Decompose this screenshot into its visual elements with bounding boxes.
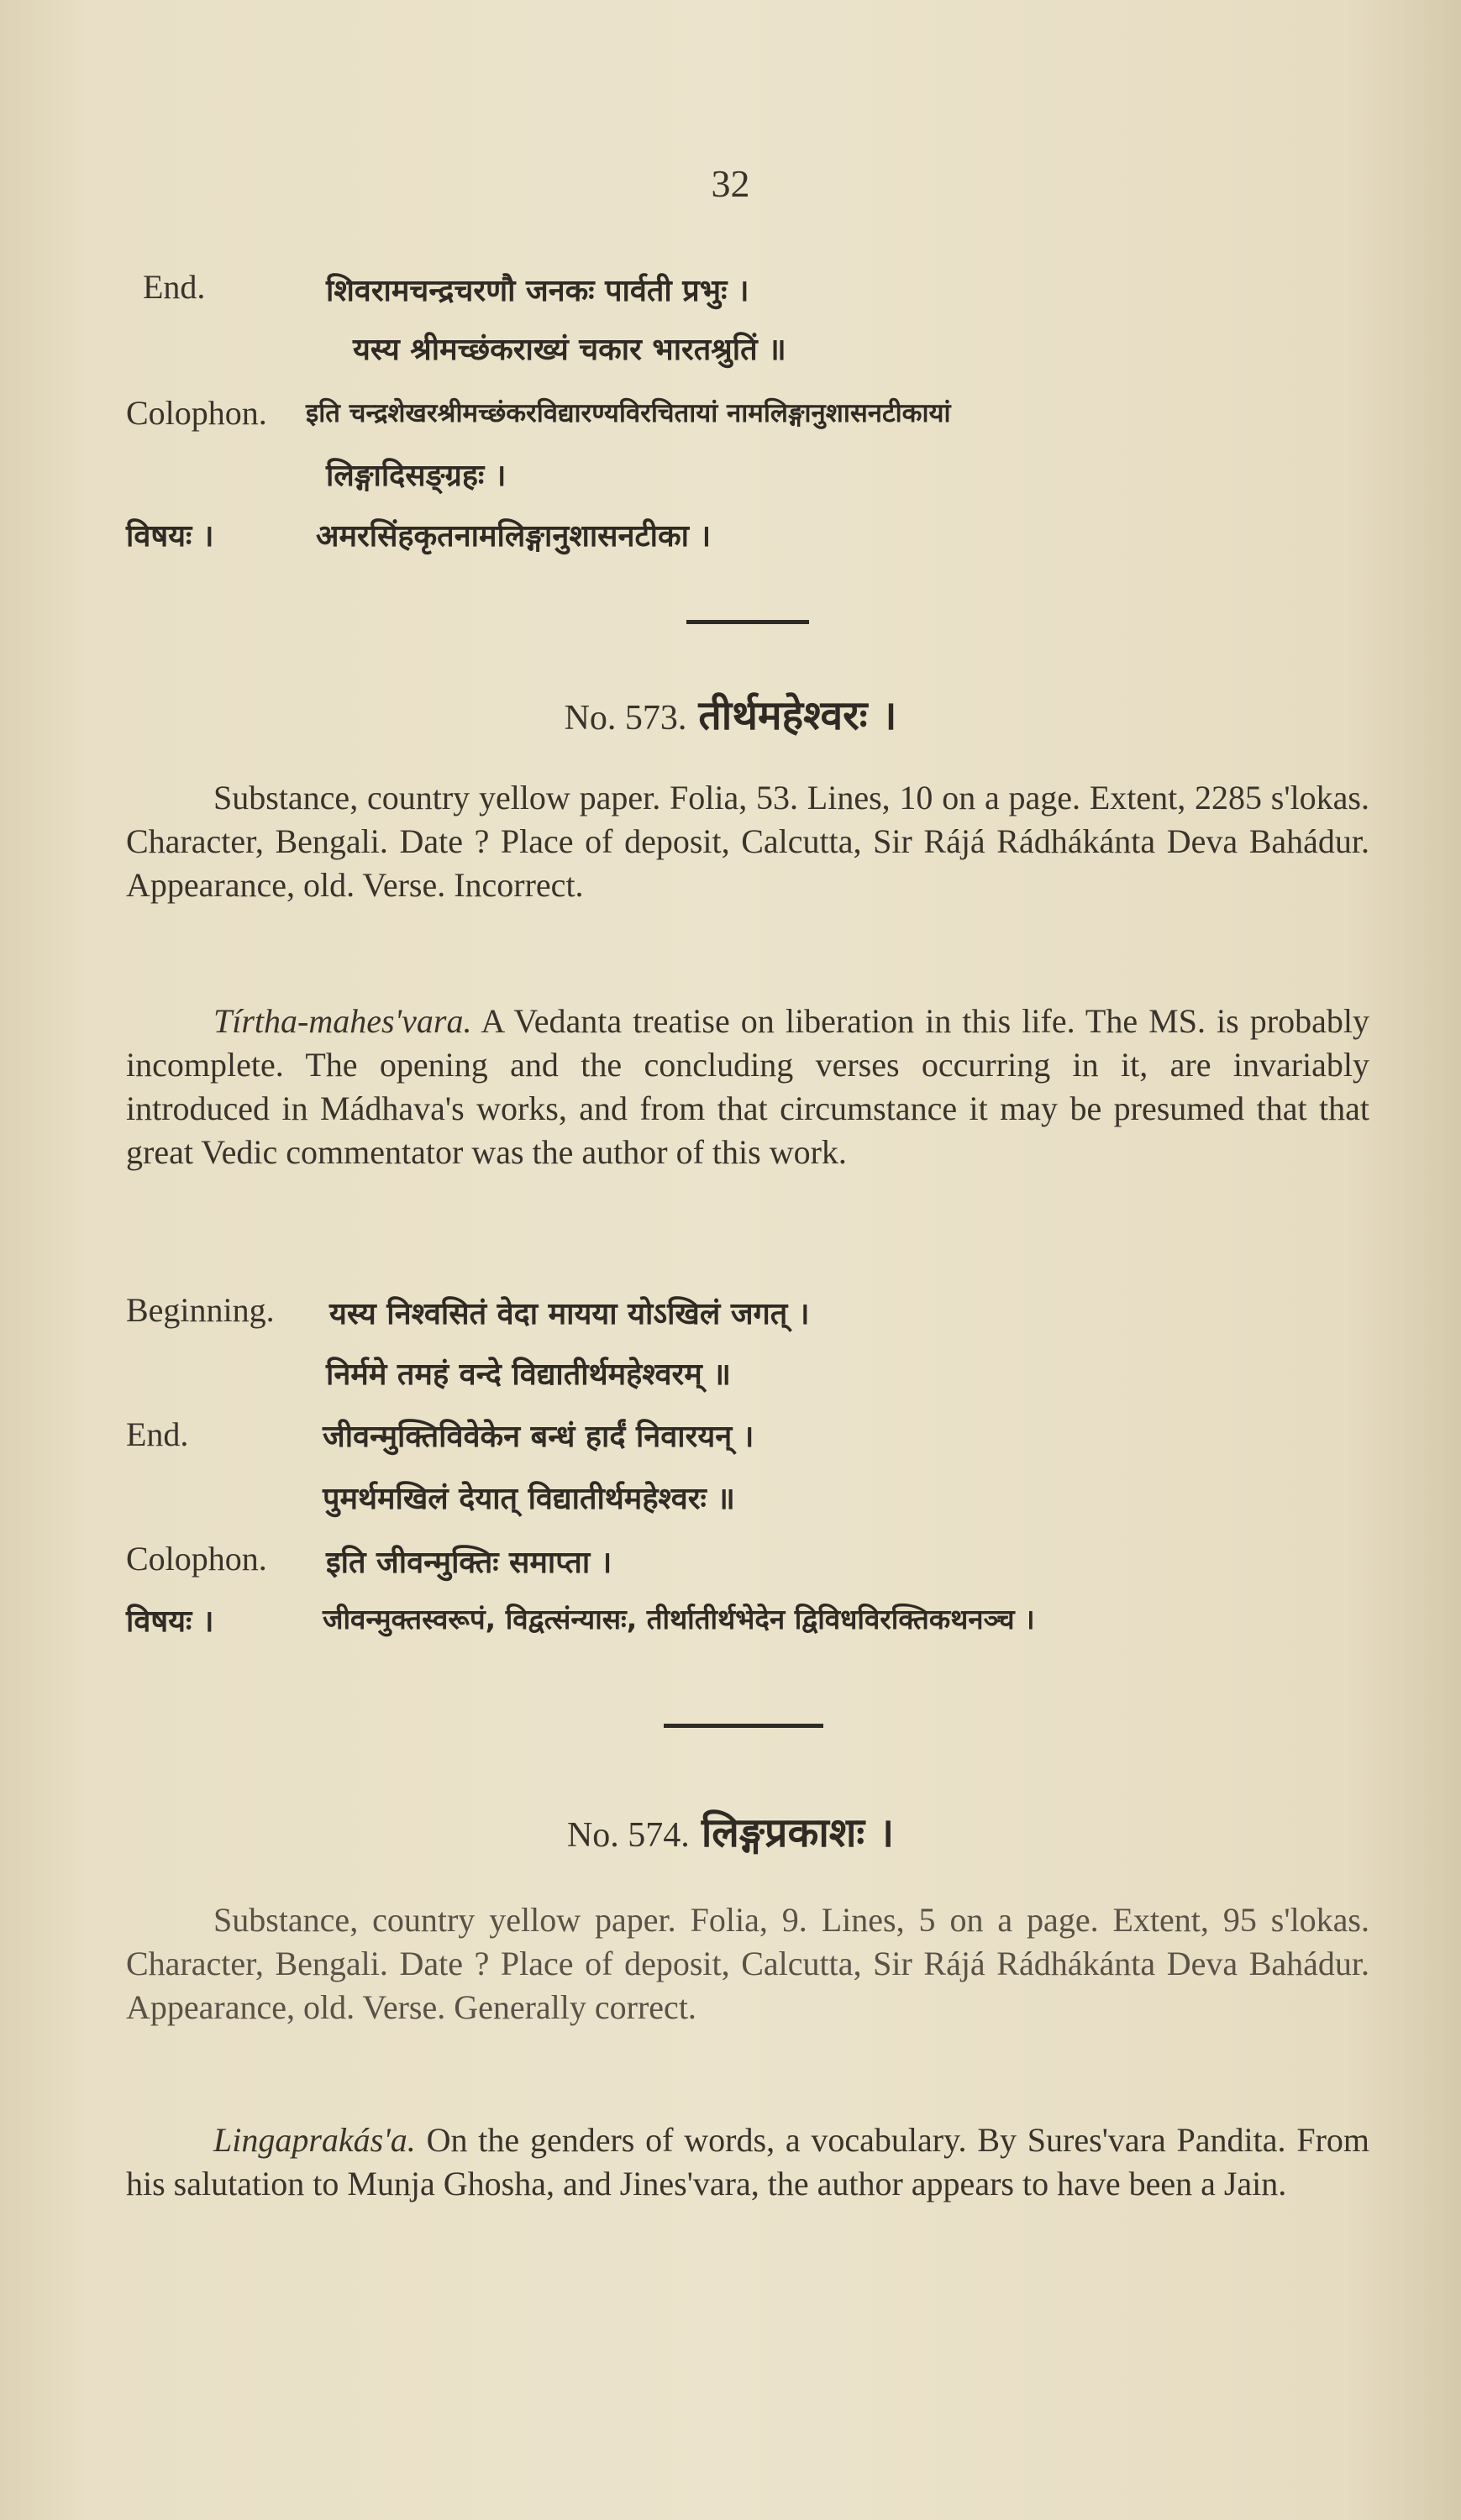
beginning-label: Beginning. (126, 1291, 275, 1329)
end-label: End. (143, 268, 206, 306)
subject-label: विषयः । (126, 1604, 214, 1639)
end-verse-line-1: शिवरामचन्द्रचरणौ जनकः पार्वती प्रभुः । (326, 274, 749, 308)
entry-573-title: तीर्थमहेश्वरः । (698, 692, 897, 739)
colophon-line-1: इति चन्द्रशेखरश्रीमच्छंकरविद्यारण्यविरचितायां नामलिङ्गानुशासनटीकायां (306, 398, 951, 428)
colophon-label: Colophon. (126, 394, 267, 432)
colophon-line-2: लिङ्गादिसङ्ग्रहः । (326, 459, 507, 493)
entry-573-number: No. 573. (564, 699, 687, 738)
entry-573-description (126, 776, 1369, 907)
colophon-text: इति जीवन्मुक्तिः समाप्ता । (326, 1546, 612, 1580)
beginning-line-2: निर्ममे तमहं वन्दे विद्यातीर्थमहेश्वरम् ॥ (326, 1357, 731, 1392)
colophon-label: Colophon. (126, 1540, 267, 1578)
entry-574-summary (126, 2118, 1369, 2206)
entry-574-summary-title: Lingaprakás'a. (213, 2121, 416, 2159)
end-verse-line-2: यस्य श्रीमच्छंकराख्यं चकार भारतश्रुतिं ॥ (353, 333, 786, 367)
end-line-2: पुमर्थमखिलं देयात् विद्यातीर्थमहेश्वरः ॥ (323, 1482, 735, 1516)
entry-574-number: No. 574. (566, 1816, 690, 1855)
section-divider (686, 620, 809, 624)
end-line-1: जीवन्मुक्तिविवेकेन बन्धं हार्दं निवारयन् । (323, 1420, 754, 1454)
entry-574-summary-text: On the genders of words, a vocabulary. By Sures'vara Pandita. From his salutation to Munja Ghosha, and Jines'vara, the author appears to have been a Jain. (126, 2121, 1369, 2202)
entry-573-heading (0, 687, 1461, 742)
entry-573-description-text: Substance, country yellow paper. Folia, 53. Lines, 10 on a page. Extent, 2285 s'lokas. Character, Bengali. Date ? Place of deposit, Calcutta, Sir Rájá Rádhákánta Deva Bahádur. Appearance, old. Verse. Incorrect. (126, 779, 1369, 904)
subject-text: अमरसिंहकृतनामलिङ्गानुशासनटीका । (316, 519, 712, 554)
entry-574-title: लिङ्गप्रकाशः । (701, 1809, 895, 1856)
subject-text: जीवन्मुक्तस्वरूपं, विद्वत्संन्यासः, तीर्थातीर्थभेदेन द्विविधविरक्तिकथनञ्च । (323, 1603, 1035, 1635)
beginning-line-1: यस्य निश्वसितं वेदा मायया योऽखिलं जगत् । (329, 1297, 810, 1331)
entry-573-summary-text: A Vedanta treatise on liberation in this life. The MS. is probably incomplete. The opening and the concluding verses occurring in it, are invariably introduced in Mádhava's works, and from that circumstance it may be presumed that that great Vedic commentator was the author of this work. (126, 1002, 1369, 1171)
entry-574-heading (0, 1804, 1461, 1859)
entry-573-summary-title: Tírtha-mahes'vara. (213, 1002, 472, 1040)
end-label: End. (126, 1415, 189, 1453)
page-number: 32 (711, 162, 750, 205)
entry-574-description-text: Substance, country yellow paper. Folia, 9. Lines, 5 on a page. Extent, 95 s'lokas. Character, Bengali. Date ? Place of deposit, Calcutta, Sir Rájá Rádhákánta Deva Bahádur. Appearance, old. Verse. Generally correct. (126, 1901, 1369, 2026)
entry-574-description (126, 1898, 1369, 2029)
entry-573-summary (126, 1000, 1369, 1174)
section-divider (664, 1724, 823, 1728)
subject-label: विषयः । (126, 519, 214, 554)
